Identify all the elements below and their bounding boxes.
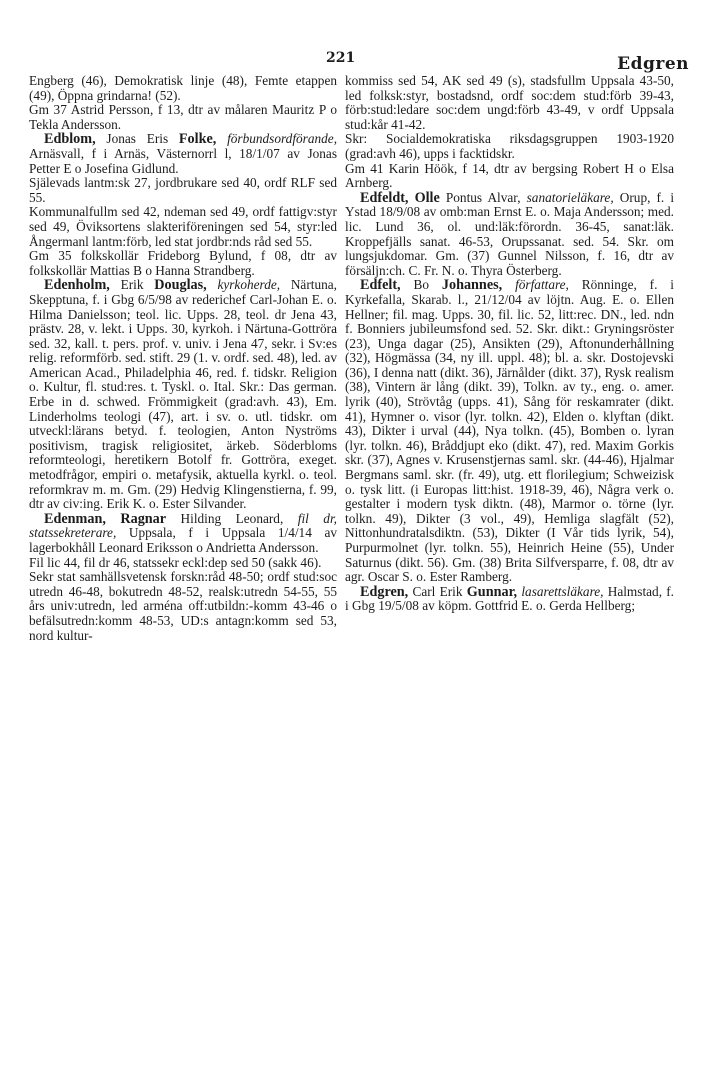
entry-heading: [29, 278, 337, 512]
right-column: [345, 74, 674, 614]
biography-entry: [29, 132, 337, 278]
entry-heading: [29, 512, 337, 556]
entry-paragraph: Skr: Socialdemokratiska riksdagsgruppen 1903-1920 (grad:avh 46), upps i facktidskr.: [345, 131, 674, 161]
entry-heading: [345, 585, 674, 614]
entry-occupation: författare,: [515, 277, 569, 293]
entry-details: Uppsala, f i Uppsala 1/4/14 av lagerbokhåll Leonard Eriksson o Andrietta Andersson.: [29, 525, 338, 555]
page-number: 221: [326, 50, 356, 66]
biography-entry: [345, 191, 674, 279]
entry-paragraph: Kommunalfullm sed 42, ndeman sed 49, ordf fattigv:styr sed 49, Öviksortens slakteriföreningen sed 54, styr:led Ångermanl lantm:förb, led stat jordbr:nds råd sed 55.: [29, 204, 337, 249]
biography-entry: [29, 278, 337, 512]
entry-paragraph: Gm 37 Astrid Persson, f 13, dtr av målaren Mauritz P o Tekla Andersson.: [29, 102, 337, 132]
entry-given-names: Jonas Eris: [106, 131, 169, 147]
entry-paragraph: Själevads lantm:sk 27, jordbrukare sed 40, ordf RLF sed 55.: [29, 175, 337, 205]
entry-surname: Edfelt,: [360, 277, 401, 294]
entry-surname: Edenholm,: [44, 277, 110, 294]
entry-details: Närtuna, Skepptuna, f. i Gbg 6/5/98 av rederichef Carl-Johan E. o. Hilma Danielsson; teol. lic. Upps. 28, teol. dr Jena 43, prästv. 28, v. lekt. i Upps. 30, kyrkoh. i Närtuna-Gottröra sed. 32, kall. t. pers. prof. v. univ. i Jena 47, sekr. i Sv:es relig. reformförb. sed. stift. 29 (1. v. ordf. sed. 48), led. av American Acad., Philadelphia 46, red. f. tidskr. Religion o. Kultur, fl. stud:res. t. Tyskl. o. Ital. Skr.: Das german. Erbe in d. schwed. Frömmigkeit (grad:avh. 43), Em. Linderholms teologi (47), art. i sv. o. utl. tidskr. om utveckl:lärans betyd. f. teologien, Anton Nyströms positivism, tragisk religiositet, ärkeb. Söderbloms reformteologi, heretikern Botolf fr. Gottröra, exeget. metodfrågor, empiri o. metafysik, aktuella kyrkl. o. teol. reformkrav m. m. Gm. (29) Hedvig Klingenstierna, f. 99, dtr av civ:ing. Erik K. o. Ester Silvander.: [29, 277, 337, 512]
biography-entry: [29, 512, 337, 643]
entry-call-name: Olle: [414, 189, 440, 206]
entry-call-name: Johannes,: [441, 277, 503, 294]
entry-call-name: Douglas,: [154, 277, 207, 294]
entry-surname: Edblom,: [44, 131, 96, 148]
entry-given-names: Hilding Leonard,: [180, 510, 284, 526]
entry-call-name: Ragnar: [120, 510, 167, 527]
continuation-text: [345, 74, 674, 191]
entry-occupation: fil dr, statssekreterare,: [29, 510, 337, 541]
entry-details: Orup, f. i Ystad 18/9/08 av omb:man Ernst E. o. Maja Andersson; med. lic. Lund 36, ol. und:läk:förordn. 36-45, sanat:läk. Kroppefjälls sanat. 46-53, Orupssanat. sed. 54. Skr. om lungsjukdomar. Gm. (37) Gunnel Nilsson, f. 16, dtr av försäljn:ch. C. Fr. N. o. Thyra Österberg.: [345, 189, 675, 278]
entry-given-names: Bo: [413, 277, 429, 293]
entry-surname: Edgren,: [360, 583, 409, 600]
entry-occupation: sanatorieläkare,: [526, 189, 614, 205]
biography-entry: [345, 585, 674, 614]
entry-details: Halmstad, f. i Gbg 19/5/08 av köpm. Gottfrid E. o. Gerda Hellberg;: [345, 583, 675, 614]
entry-given-names: Erik: [120, 277, 144, 293]
entry-surname: Edenman,: [44, 510, 106, 527]
entry-paragraph: Gm 35 folkskollär Frideborg Bylund, f 08, dtr av folkskollär Mattias B o Hanna Strandberg.: [29, 248, 337, 278]
entry-surname: Edfeldt,: [360, 189, 409, 206]
entry-occupation: kyrkoherde,: [217, 277, 281, 293]
continuation-text: [29, 74, 337, 132]
entry-occupation: förbundsordförande,: [227, 131, 338, 147]
entry-details: Arnäsvall, f i Arnäs, Västernorrl l, 18/1/07 av Jonas Petter E o Josefina Gidlund.: [29, 145, 337, 176]
entry-paragraph: Fil lic 44, fil dr 46, statssekr eckl:dep sed 50 (sakk 46).: [29, 554, 322, 570]
entry-given-names: Pontus Alvar,: [445, 189, 521, 205]
entry-paragraph: kommiss sed 54, AK sed 49 (s), stadsfullm Uppsala 43-50, led folksk:styr, bostadsnd, ordf soc:dem stud:förb 39-43, förb:stud:ledare soc:dem ungd:förb 43-49, v ordf Uppsala stud:kår 41-42.: [345, 73, 674, 132]
entry-heading: [29, 132, 337, 176]
entry-paragraph: Engberg (46), Demokratisk linje (48), Femte etappen (49), Öppna grindarna! (52).: [29, 73, 337, 103]
biography-entry: [345, 278, 674, 584]
entry-call-name: Folke,: [178, 131, 217, 148]
running-head: Edgren: [617, 54, 689, 74]
entry-heading: [345, 278, 674, 584]
entry-occupation: lasarettsläkare,: [521, 583, 604, 599]
entry-heading: [345, 191, 674, 279]
left-column: [29, 74, 337, 643]
entry-paragraph: Sekr stat samhällsvetensk forskn:råd 48-50; ordf stud:soc utredn 46-48, bokutredn 48-52, realsk:utredn 54-55, 55 års univ:utredn, led arména off:utbildn:-komm 43-46 o befälsutredn:komm 48-53, UD:s antagn:komm sed 53, nord kultur-: [29, 569, 337, 643]
entry-given-names: Carl Erik: [412, 583, 463, 599]
entry-paragraph: Gm 41 Karin Höök, f 14, dtr av bergsing Robert H o Elsa Arnberg.: [345, 160, 674, 191]
entry-call-name: Gunnar,: [466, 583, 518, 600]
entry-details: Rönninge, f. i Kyrkefalla, Skarab. l., 21/12/04 av löjtn. Aug. E. o. Ellen Hellner; fil. mag. Upps. 30, fil. lic. 52, litt:rec. DN., led. ndn f. Bonniers jubileumsfond sed. 52. Skr. dikt.: Gryningsröster (23), Unga dagar (25), Ansikten (29), Aftonunderhållning (32), Högmässa (34, ny ill. uppl. 48); bl. a. skr. Dostojevski (36), I denna natt (dikt. 36), Järnålder (dikt. 37), Rysk realism (38), Vintern är lång (dikt. 39), Tolkn. av ty., eng. o. amer. lyrik (40), Strövtåg (upps. 41), Sång för reskamrater (dikt. 41), Hymner o. visor (lyr. tolkn. 42), Elden o. klyftan (dikt. 43), Dikter i urval (44), Nya tolkn. (45), Bomben o. lyran (lyr. tolkn. 46), Bråddjupt eko (dikt. 47), red. Maxim Gorkis skr. (37), Agnes v. Krusenstjernas saml. skr. (44-46), Hjalmar Bergmans saml. skr. (fr. 49), utg. ett florilegium; Schweizisk o. tysk litt. (i Europas litt:hist. 1918-39, 46), Några verk o. gestalter i modern tysk diktn. (48), Marmor o. törne (lyr. tolkn. 49), Dikter (3 vol., 49), Hemliga slagfält (52), Nittonhundratalsdiktn. (53), Dikter (I Vår tids lyrik, 54), Purpurmolnet (lyr. tolkn. 55), Heinrich Heine (55), Under Saturnus (dikt. 56). Gm. (38) Brita Silfversparre, f. 08, dtr av agr. Oscar S. o. Ester Ramberg.: [345, 277, 674, 585]
